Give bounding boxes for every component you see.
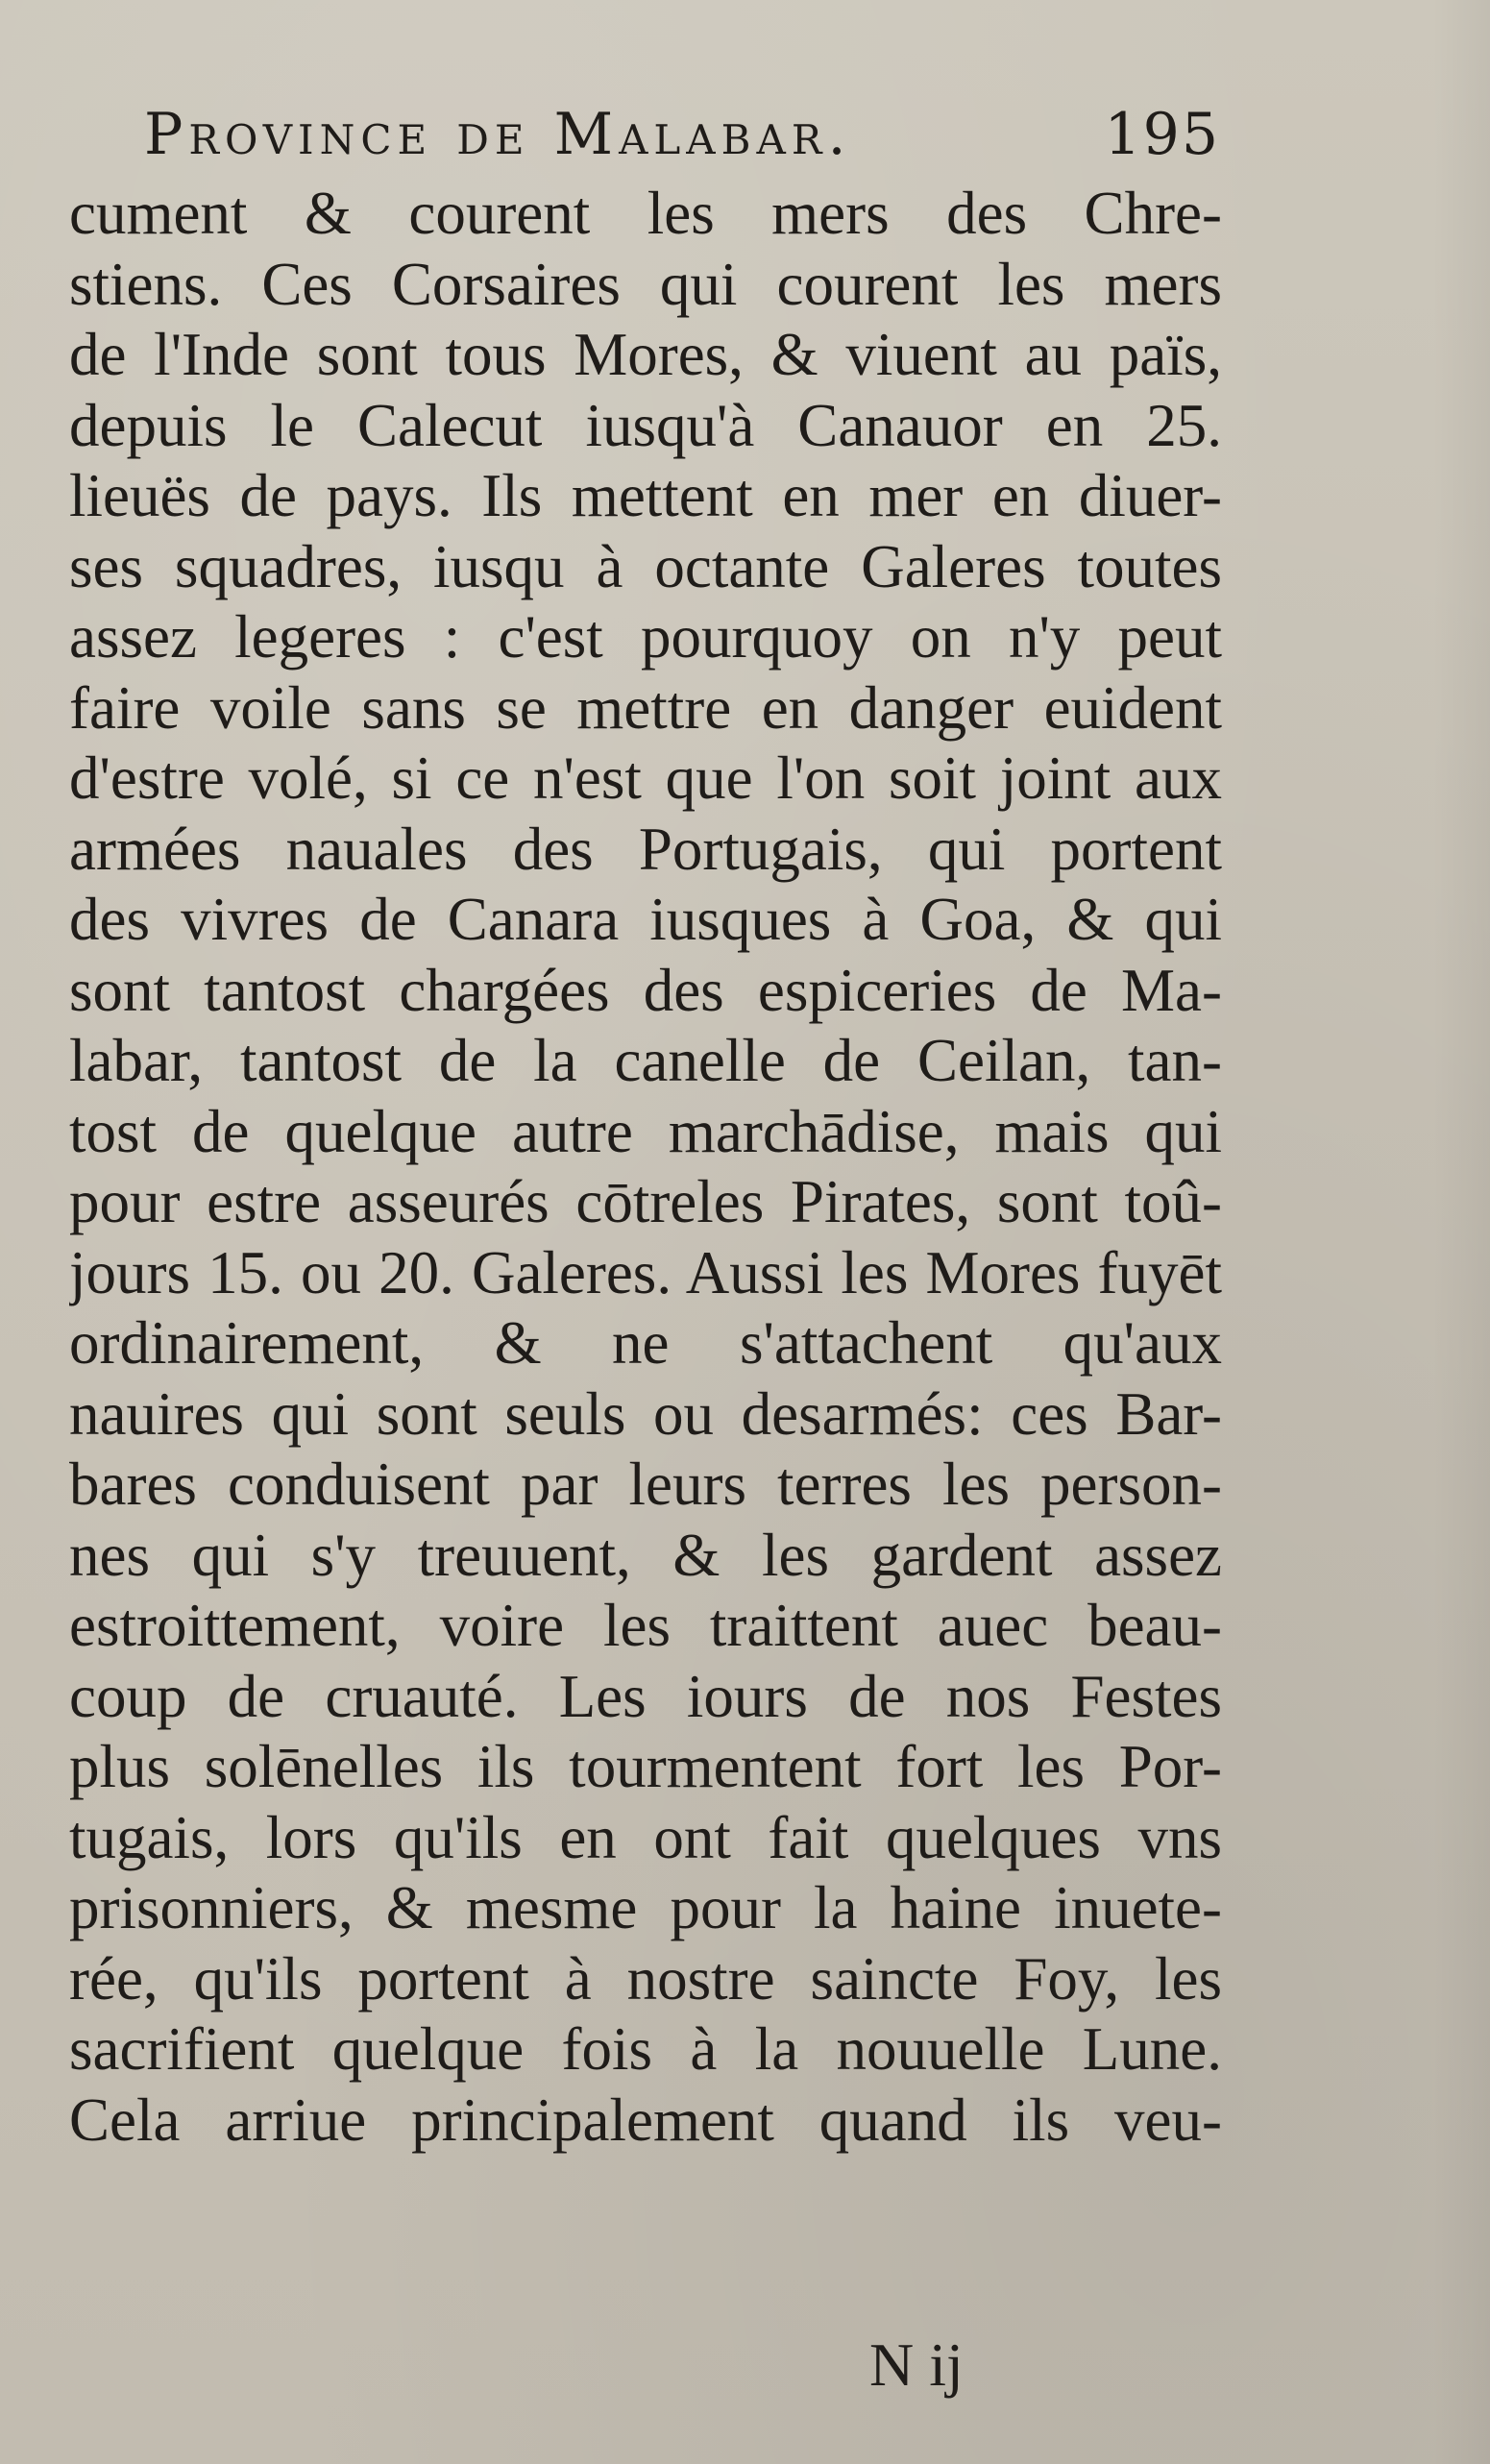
text-line: estroittement, voire les traittent auec beau- <box>69 1592 1222 1659</box>
text-line: jours 15. ou 20. Galeres. Aussi les Mores fuyēt <box>69 1238 1222 1306</box>
text-line: ses squadres, iusqu à octante Galeres toutes <box>69 532 1222 600</box>
text-line: d'estre volé, si ce n'est que l'on soit joint aux <box>69 744 1222 812</box>
text-line: lieuës de pays. Ils mettent en mer en diuer- <box>69 462 1222 529</box>
body-text <box>69 179 1222 2156</box>
text-line: de l'Inde sont tous Mores, & viuent au païs, <box>69 321 1222 388</box>
text-line: Cela arriue principalement quand ils veu- <box>69 2086 1222 2154</box>
text-line: sont tantost chargées des espiceries de Ma- <box>69 956 1222 1024</box>
text-line: prisonniers, & mesme pour la haine inuete- <box>69 1874 1222 1941</box>
text-line: rée, qu'ils portent à nostre saincte Foy, les <box>69 1944 1222 2013</box>
text-line: cument & courent les mers des Chre- <box>69 180 1222 247</box>
text-line: pour estre asseurés cōtreles Pirates, sont toû- <box>69 1168 1222 1235</box>
text-line: nauires qui sont seuls ou desarmés: ces Bar- <box>69 1379 1222 1448</box>
text-line: ordinairement, & ne s'attachent qu'aux <box>69 1309 1222 1377</box>
text-line: nes qui s'y treuuent, & les gardent assez <box>69 1521 1222 1589</box>
page-number: 195 <box>1104 101 1220 168</box>
signature-mark: N ij <box>869 2330 964 2399</box>
text-line: armées nauales des Portugais, qui portent <box>69 815 1222 883</box>
text-line: des vivres de Canara iusques à Goa, & qui <box>69 886 1222 953</box>
text-line: labar, tantost de la canelle de Ceilan, tan- <box>69 1027 1222 1094</box>
text-line: assez legeres : c'est pourquoy on n'y peut <box>69 603 1222 671</box>
text-line: coup de cruauté. Les iours de nos Festes <box>69 1662 1222 1730</box>
text-line: sacrifient quelque fois à la nouuelle Lune. <box>69 2015 1222 2083</box>
text-line: plus solēnelles ils tourmentent fort les Por- <box>69 1733 1222 1800</box>
text-line: faire voile sans se mettre en danger euident <box>69 673 1222 742</box>
running-head <box>144 91 1220 178</box>
running-title: Province de Malabar. <box>144 101 852 168</box>
text-line: depuis le Calecut iusqu'à Canauor en 25. <box>69 391 1222 459</box>
text-line: bares conduisent par leurs terres les person- <box>69 1451 1222 1518</box>
page-edge-shadow <box>1432 0 1490 2464</box>
text-line: stiens. Ces Corsaires qui courent les mers <box>69 250 1222 318</box>
text-line: tost de quelque autre marchādise, mais qui <box>69 1097 1222 1165</box>
text-line: tugais, lors qu'ils en ont fait quelques vns <box>69 1803 1222 1871</box>
